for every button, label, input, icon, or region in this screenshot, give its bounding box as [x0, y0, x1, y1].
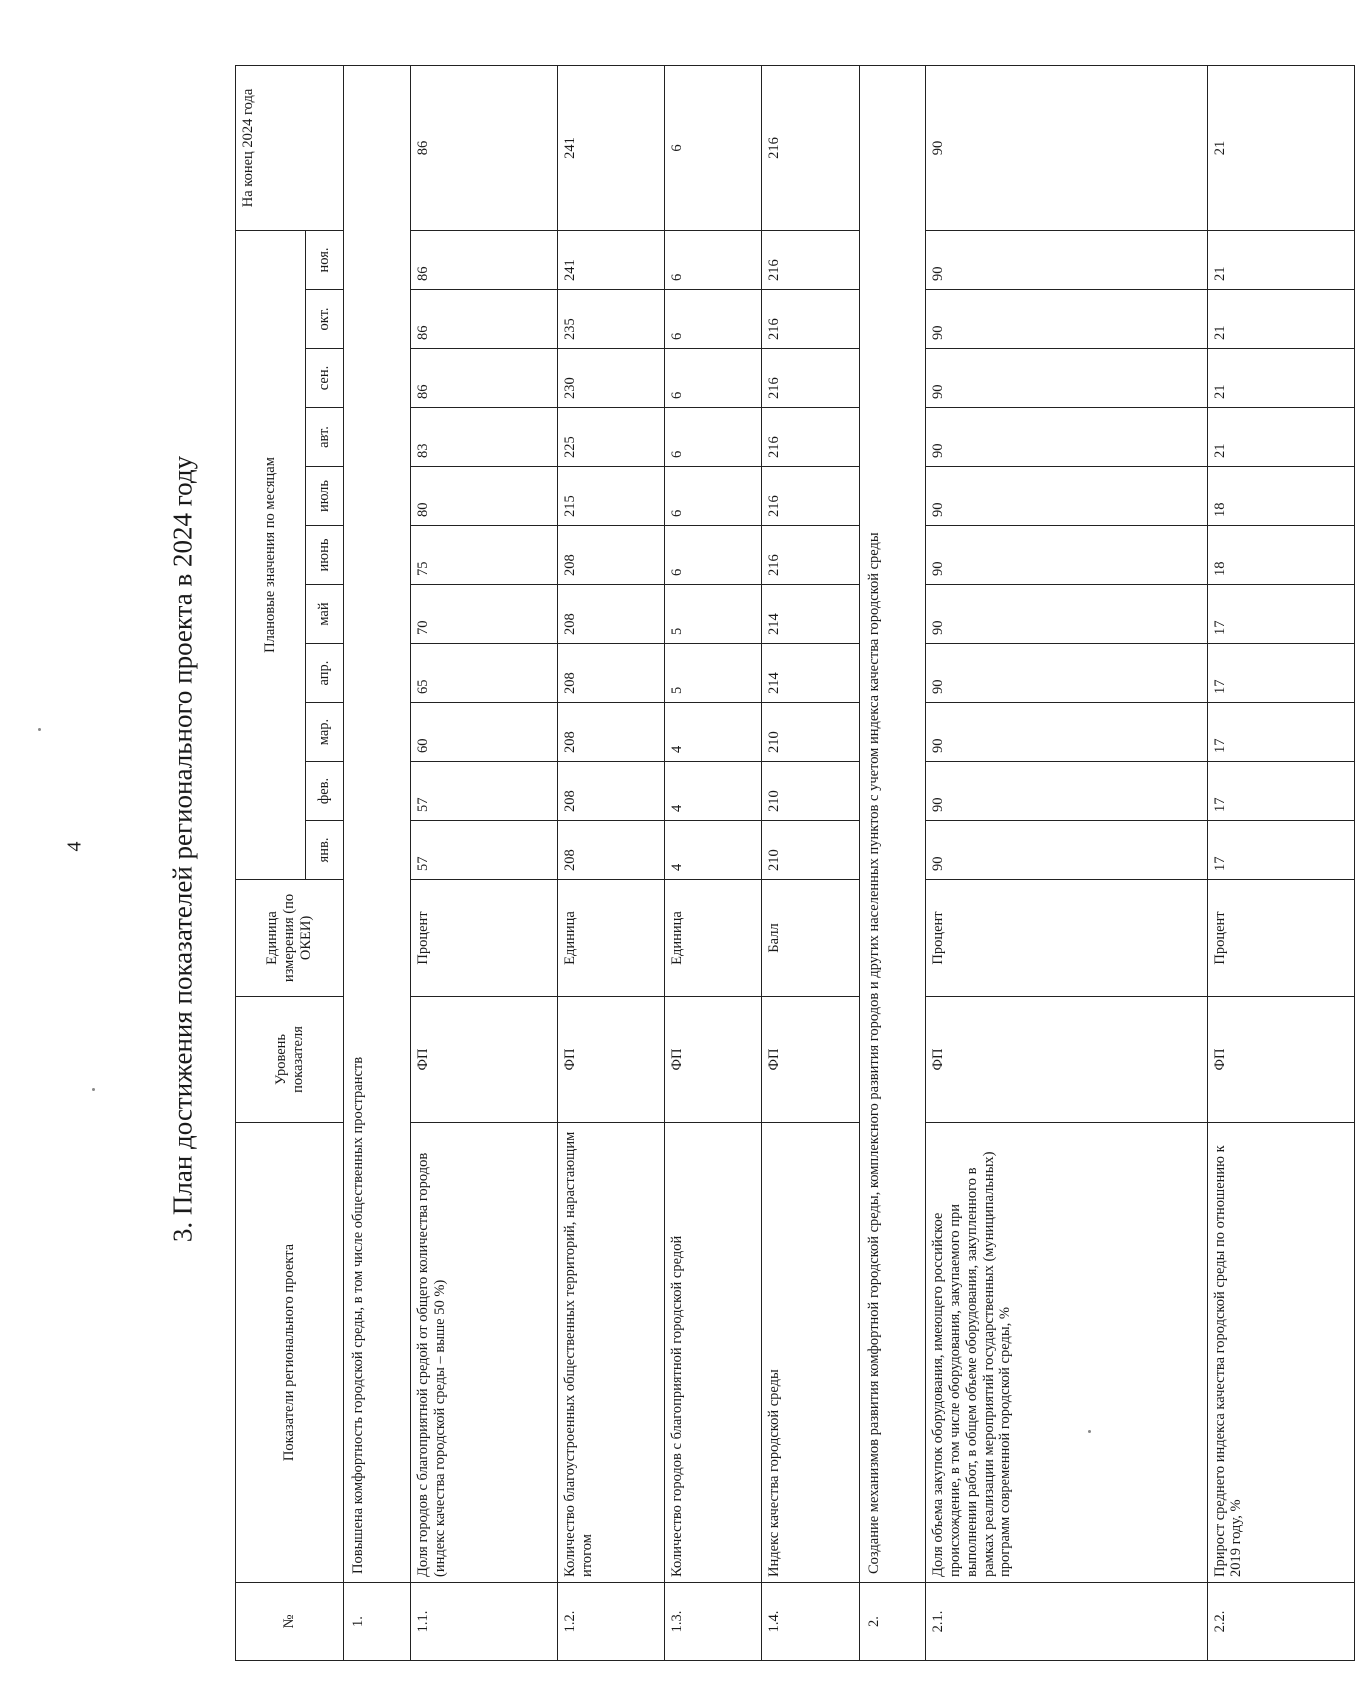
indicator-level: ФП: [410, 997, 557, 1123]
monthly-value: 6: [665, 408, 762, 467]
indicator-level: ФП: [665, 997, 762, 1123]
page-number: 4: [63, 841, 86, 852]
unit-of-measure: Процент: [926, 880, 1207, 997]
header-month: сен.: [306, 349, 344, 408]
monthly-value: 4: [665, 703, 762, 762]
monthly-value: 57: [410, 821, 557, 880]
table-row: [410, 65, 557, 1660]
indicator-name: Прирост среднего индекса качества городской среды по отношению к 2019 году, %: [1207, 1123, 1354, 1583]
unit-of-measure: Процент: [1207, 880, 1354, 997]
monthly-value: 70: [410, 585, 557, 644]
monthly-value: 80: [410, 467, 557, 526]
header-num: №: [236, 1583, 344, 1661]
monthly-value: 90: [926, 644, 1207, 703]
unit-of-measure: Процент: [410, 880, 557, 997]
end-of-year-value: 6: [665, 65, 762, 230]
monthly-value: 216: [762, 349, 859, 408]
monthly-value: 57: [410, 762, 557, 821]
row-number: 1.1.: [410, 1583, 557, 1661]
monthly-value: 90: [926, 526, 1207, 585]
monthly-value: 208: [558, 585, 665, 644]
unit-of-measure: Балл: [762, 880, 859, 997]
table-row: [665, 65, 762, 1660]
monthly-value: 21: [1207, 349, 1354, 408]
monthly-value: 6: [665, 290, 762, 349]
monthly-value: 17: [1207, 762, 1354, 821]
scan-speck: [92, 1088, 95, 1091]
monthly-value: 65: [410, 644, 557, 703]
monthly-value: 208: [558, 821, 665, 880]
page-title: 3. План достижения показателей регионального проекта в 2024 году: [167, 455, 198, 1243]
monthly-value: 18: [1207, 526, 1354, 585]
monthly-value: 90: [926, 408, 1207, 467]
monthly-value: 208: [558, 762, 665, 821]
monthly-value: 208: [558, 703, 665, 762]
indicator-name: Количество городов с благоприятной городской средой: [665, 1123, 762, 1583]
monthly-value: 17: [1207, 821, 1354, 880]
indicator-name: Доля городов с благоприятной средой от общего количества городов (индекс качества городской среды – выше 50 %): [410, 1123, 557, 1583]
monthly-value: 17: [1207, 585, 1354, 644]
header-month: авт.: [306, 408, 344, 467]
monthly-value: 6: [665, 230, 762, 289]
indicator-name: Индекс качества городской среды: [762, 1123, 859, 1583]
end-of-year-value: 90: [926, 65, 1207, 230]
monthly-value: 5: [665, 585, 762, 644]
indicator-level: ФП: [762, 997, 859, 1123]
header-unit: Единица измерения (по ОКЕИ): [236, 880, 344, 997]
indicator-level: ФП: [558, 997, 665, 1123]
row-number: 2.2.: [1207, 1583, 1354, 1661]
monthly-value: 210: [762, 821, 859, 880]
header-month: июнь: [306, 526, 344, 585]
section-row: [859, 65, 926, 1660]
end-of-year-value: 241: [558, 65, 665, 230]
monthly-value: 208: [558, 526, 665, 585]
monthly-value: 214: [762, 585, 859, 644]
monthly-value: 208: [558, 644, 665, 703]
monthly-value: 90: [926, 703, 1207, 762]
header-monthly: Плановые значения по месяцам: [236, 230, 306, 879]
monthly-value: 235: [558, 290, 665, 349]
header-month: фев.: [306, 762, 344, 821]
indicator-plan-table: [235, 65, 1355, 1661]
indicator-name: Доля объема закупок оборудования, имеющего российское происхождение, в том числе оборудования, закупаемого при выполнении работ, в общем объеме оборудования, закупленного в рамках реализации мероприятий государственных (муниципальных) программ современной городской среды, %: [926, 1123, 1207, 1583]
monthly-value: 4: [665, 762, 762, 821]
monthly-value: 86: [410, 349, 557, 408]
monthly-value: 75: [410, 526, 557, 585]
monthly-value: 86: [410, 230, 557, 289]
monthly-value: 5: [665, 644, 762, 703]
monthly-value: 241: [558, 230, 665, 289]
row-number: 1.2.: [558, 1583, 665, 1661]
monthly-value: 216: [762, 526, 859, 585]
monthly-value: 214: [762, 644, 859, 703]
header-month: окт.: [306, 290, 344, 349]
unit-of-measure: Единица: [558, 880, 665, 997]
monthly-value: 21: [1207, 230, 1354, 289]
monthly-value: 210: [762, 762, 859, 821]
monthly-value: 6: [665, 526, 762, 585]
header-month: апр.: [306, 644, 344, 703]
monthly-value: 90: [926, 762, 1207, 821]
monthly-value: 90: [926, 585, 1207, 644]
indicator-table-frame: [235, 66, 1355, 1661]
monthly-value: 90: [926, 467, 1207, 526]
table-row: [762, 65, 859, 1660]
row-number: 1.3.: [665, 1583, 762, 1661]
end-of-year-value: 21: [1207, 65, 1354, 230]
section-title: Создание механизмов развития комфортной городской среды, комплексного развития городов и других населенных пунктов с учетом индекса качества городской среды: [859, 65, 926, 1582]
section-number: 1.: [344, 1583, 411, 1661]
scan-speck: [38, 728, 41, 731]
monthly-value: 86: [410, 290, 557, 349]
table-row: [558, 65, 665, 1660]
table-row: [926, 65, 1207, 1660]
header-month: июль: [306, 467, 344, 526]
monthly-value: 215: [558, 467, 665, 526]
indicator-level: ФП: [1207, 997, 1354, 1123]
section-number: 2.: [859, 1583, 926, 1661]
monthly-value: 225: [558, 408, 665, 467]
monthly-value: 18: [1207, 467, 1354, 526]
end-of-year-value: 86: [410, 65, 557, 230]
header-month: май: [306, 585, 344, 644]
indicator-name: Количество благоустроенных общественных территорий, нарастающим итогом: [558, 1123, 665, 1583]
monthly-value: 90: [926, 230, 1207, 289]
monthly-value: 230: [558, 349, 665, 408]
monthly-value: 216: [762, 408, 859, 467]
monthly-value: 83: [410, 408, 557, 467]
header-month: ноя.: [306, 230, 344, 289]
indicator-level: ФП: [926, 997, 1207, 1123]
header-month: янв.: [306, 821, 344, 880]
unit-of-measure: Единица: [665, 880, 762, 997]
monthly-value: 6: [665, 467, 762, 526]
monthly-value: 17: [1207, 644, 1354, 703]
row-number: 2.1.: [926, 1583, 1207, 1661]
monthly-value: 90: [926, 290, 1207, 349]
header-month: мар.: [306, 703, 344, 762]
monthly-value: 90: [926, 349, 1207, 408]
header-end-of-year: На конец 2024 года: [236, 65, 344, 230]
row-number: 1.4.: [762, 1583, 859, 1661]
section-row: [344, 65, 411, 1660]
monthly-value: 21: [1207, 290, 1354, 349]
section-title: Повышена комфортность городской среды, в том числе общественных пространств: [344, 65, 411, 1582]
monthly-value: 21: [1207, 408, 1354, 467]
header-level: Уровень показателя: [236, 997, 344, 1123]
monthly-value: 4: [665, 821, 762, 880]
monthly-value: 6: [665, 349, 762, 408]
monthly-value: 216: [762, 290, 859, 349]
monthly-value: 17: [1207, 703, 1354, 762]
header-indicator: Показатели регионального проекта: [236, 1123, 344, 1583]
monthly-value: 216: [762, 467, 859, 526]
monthly-value: 210: [762, 703, 859, 762]
monthly-value: 60: [410, 703, 557, 762]
monthly-value: 216: [762, 230, 859, 289]
monthly-value: 90: [926, 821, 1207, 880]
table-row: [1207, 65, 1354, 1660]
end-of-year-value: 216: [762, 65, 859, 230]
